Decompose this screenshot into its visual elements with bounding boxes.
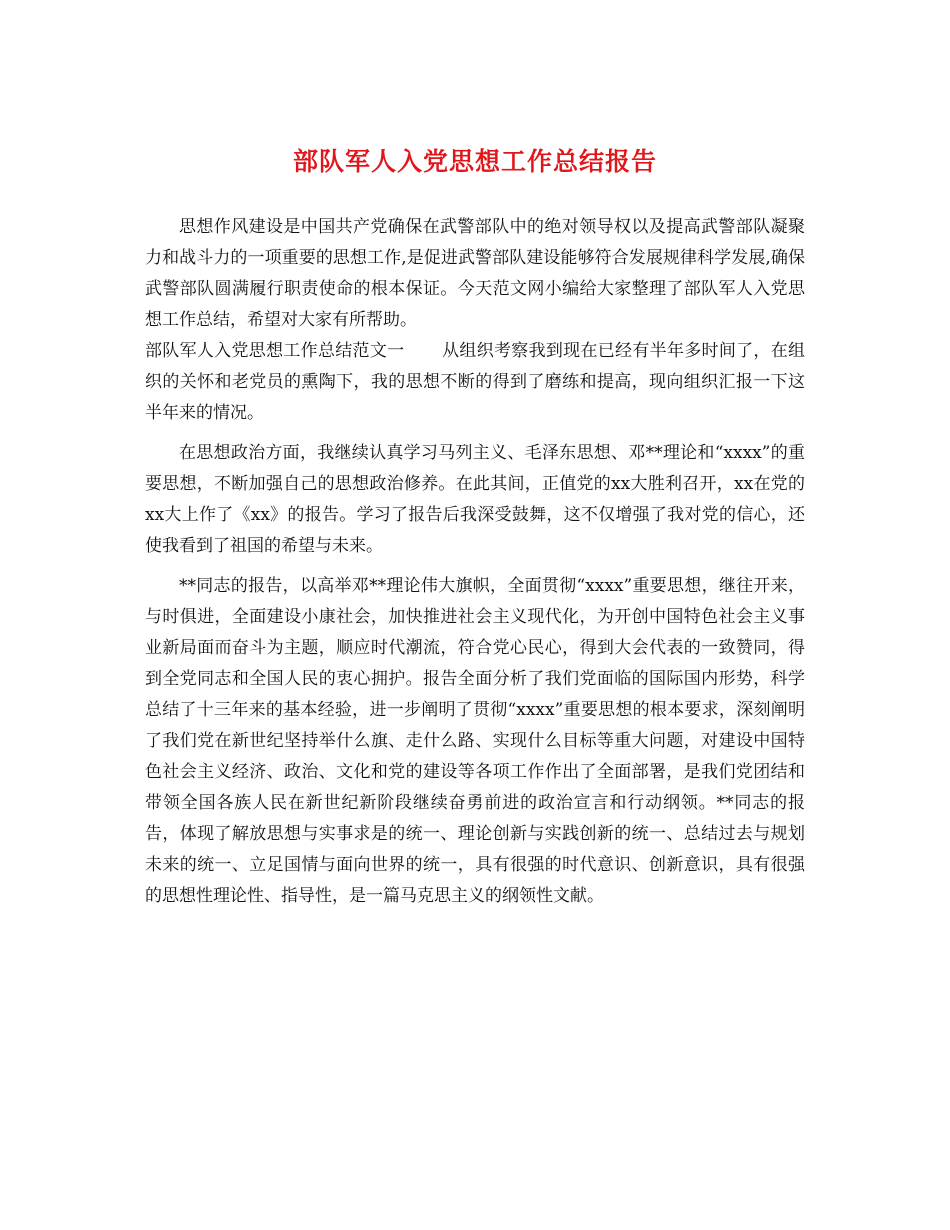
- document-body: [145, 212, 805, 921]
- intro-paragraph: 思想作风建设是中国共产党确保在武警部队中的绝对领导权以及提高武警部队凝聚力和战斗力的一项重要的思想工作,是促进武警部队建设能够符合发展规律科学发展,确保武警部队圆满履行职责使命的根本保证。今天范文网小编给大家整理了部队军人入党思想工作总结，希望对大家有所帮助。: [145, 217, 805, 330]
- section-paragraph: [145, 336, 805, 429]
- section-first-text: 从组织考察我到现在已经有半年多时间了，在组织的关怀和老党员的熏陶下，我的思想不断的得到了磨练和提高，现向组织汇报一下这半年来的情况。: [145, 341, 806, 423]
- report-paragraph: **同志的报告，以高举邓**理论伟大旗帜，全面贯彻“xxxx”重要思想，继往开来，与时俱进，全面建设小康社会，加快推进社会主义现代化，为开创中国特色社会主义事业新局面而奋斗为主题，顺应时代潮流，符合党心民心，得到大会代表的一致赞同，得到全党同志和全国人民的衷心拥护。报告全面分析了我们党面临的国际国内形势，科学总结了十三年来的基本经验，进一步阐明了贯彻“xxxx”重要思想的根本要求，深刻阐明了我们党在新世纪坚持举什么旗、走什么路、实现什么目标等重大问题，对建设中国特色社会主义经济、政治、文化和党的建设等各项工作作出了全面部署，是我们党团结和带领全国各族人民在新世纪新阶段继续奋勇前进的政治宣言和行动纲领。**同志的报告，体现了解放思想与实事求是的统一、理论创新与实践创新的统一、总结过去与规划未来的统一、立足国情与面向世界的统一，具有很强的时代意识、创新意识，具有很强的思想性理论性、指导性，是一篇马克思主义的纲领性文献。: [145, 576, 805, 906]
- document-title: 部队军人入党思想工作总结报告: [292, 147, 657, 176]
- section-heading: 部队军人入党思想工作总结范文一: [145, 341, 405, 361]
- political-paragraph: 在思想政治方面，我继续认真学习马列主义、毛泽东思想、邓**理论和“xxxx”的重要思想，不断加强自己的思想政治修养。在此其间，正值党的xx大胜利召开，xx在党的xx大上作了《xx》的报告。学习了报告后我深受鼓舞，这不仅增强了我对党的信心，还使我看到了祖国的希望与未来。: [145, 443, 805, 556]
